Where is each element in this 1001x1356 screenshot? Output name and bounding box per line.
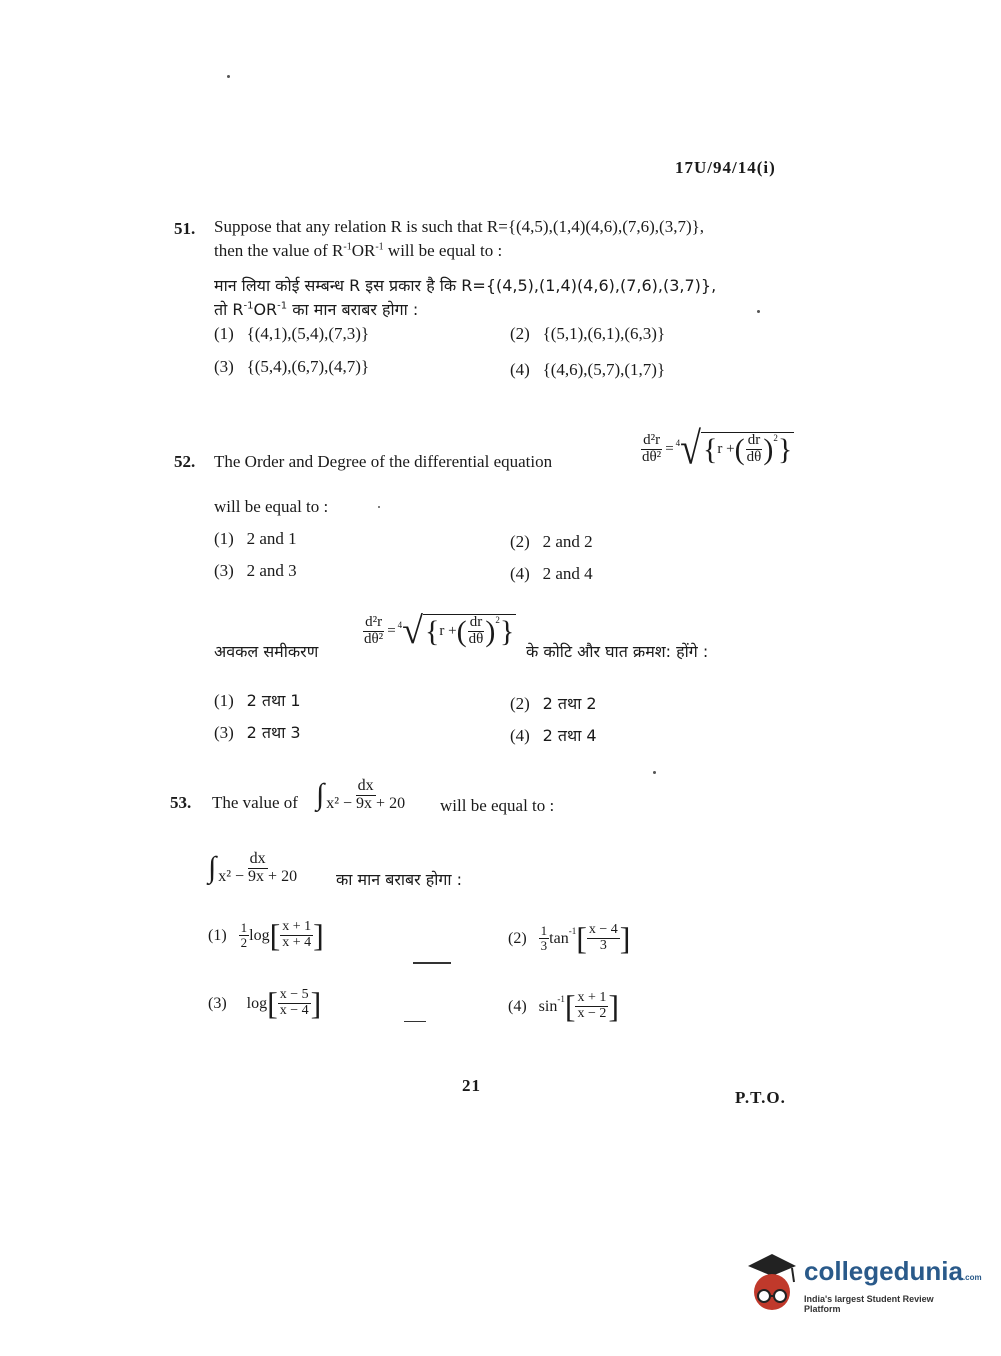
q51-option-3: (3) {(5,4),(6,7),(4,7)} <box>214 357 370 376</box>
question-53-number: 53. <box>170 793 192 812</box>
q52-option-2-en: (2) 2 and 2 <box>510 532 593 551</box>
q51-option-2: (2) {(5,1),(6,1),(6,3)} <box>510 324 666 343</box>
q53-integral-hi: ∫ $\frac{dx}{\text{x² − 9x + 20}}$ <box>208 850 298 885</box>
question-52-text-en-line2: will be equal to : <box>214 497 329 516</box>
question-52-text-en: The Order and Degree of the differential equation <box>214 452 553 471</box>
q52-option-1-en: (1) 2 and 1 <box>214 529 297 548</box>
scan-speck <box>653 771 656 774</box>
q52-differential-equation-en: $\frac{\text{d²r}}{\text{dθ²}}$ = 4 √ { r + ( $\frac{dr}{d\theta}$ ) $^2$ } <box>642 423 793 475</box>
q53-option-3: (3) log [ $\frac{x - 5}{x - 4}$ ] <box>208 985 322 1021</box>
scan-mark <box>413 962 451 964</box>
question-51-text-en-line2: then the value of $R^{-1}OR^{-1}$ will be equal to : <box>214 241 503 260</box>
scan-speck <box>227 75 230 78</box>
scan-mark <box>404 1021 426 1022</box>
mascot-icon <box>742 1250 802 1320</box>
question-51-text-hi-line2: तो $R^{-1}OR^{-1}$ का मान बराबर होगा : <box>214 300 419 319</box>
question-51-text-en-line1: Suppose that any relation R is such that R={(4,5),(1,4)(4,6),(7,6),(3,7)}, <box>214 217 705 236</box>
question-52-text-hi-b: के कोटि और घात क्रमश: होंगे : <box>526 642 709 661</box>
logo-tagline: India's largest Student Review Platform <box>804 1294 934 1314</box>
q52-option-2-hi: (2) 2 तथा 2 <box>510 694 597 713</box>
question-53-text-hi: का मान बराबर होगा : <box>336 870 463 889</box>
q52-option-1-hi: (1) 2 तथा 1 <box>214 691 301 710</box>
q53-option-2: (2) $\frac{1}{3}$ tan $^{-1}$ [ $\frac{x - 4}{3}$ ] <box>508 920 631 956</box>
q52-option-4-en: (4) 2 and 4 <box>510 564 593 583</box>
question-53-text-en-a: The value of <box>212 793 298 812</box>
question-52-text-hi-a: अवकल समीकरण <box>214 642 319 661</box>
question-53-text-en-b: will be equal to : <box>440 796 555 815</box>
question-51-number: 51. <box>174 219 196 238</box>
q53-option-4: (4) sin $^{-1}$ [ $\frac{x + 1}{x - 2}$ ] <box>508 988 620 1024</box>
paper-code: 17U/94/14(i) <box>675 158 776 177</box>
scan-speck <box>757 310 760 313</box>
question-51-text-hi-line1: मान लिया कोई सम्बन्ध R इस प्रकार है कि R={(4,5),(1,4)(4,6),(7,6),(3,7)}, <box>214 276 717 295</box>
question-52-number: 52. <box>174 452 196 471</box>
page-number: 21 <box>462 1076 481 1095</box>
q51-option-4: (4) {(4,6),(5,7),(1,7)} <box>510 360 666 379</box>
q53-integral-en: ∫ $\frac{dx}{\text{x² − 9x + 20}}$ <box>316 777 406 812</box>
q52-differential-equation-hi: $\frac{\text{d²r}}{\text{dθ²}}$ = 4 √ { r + ( $\frac{dr}{d\theta}$ ) $^2$ } <box>364 610 515 652</box>
pto-label: P.T.O. <box>735 1088 786 1107</box>
logo-wordmark: collegedunia.com <box>804 1256 982 1286</box>
q52-option-3-en: (3) 2 and 3 <box>214 561 297 580</box>
scan-speck <box>378 506 380 508</box>
q51-option-1: (1) {(4,1),(5,4),(7,3)} <box>214 324 370 343</box>
q52-option-4-hi: (4) 2 तथा 4 <box>510 726 597 745</box>
q53-option-1: (1) $\frac{1}{2}$ log [ $\frac{x + 1}{x + 4}$ ] <box>208 917 324 953</box>
q52-option-3-hi: (3) 2 तथा 3 <box>214 723 301 742</box>
collegedunia-logo <box>742 1250 982 1320</box>
